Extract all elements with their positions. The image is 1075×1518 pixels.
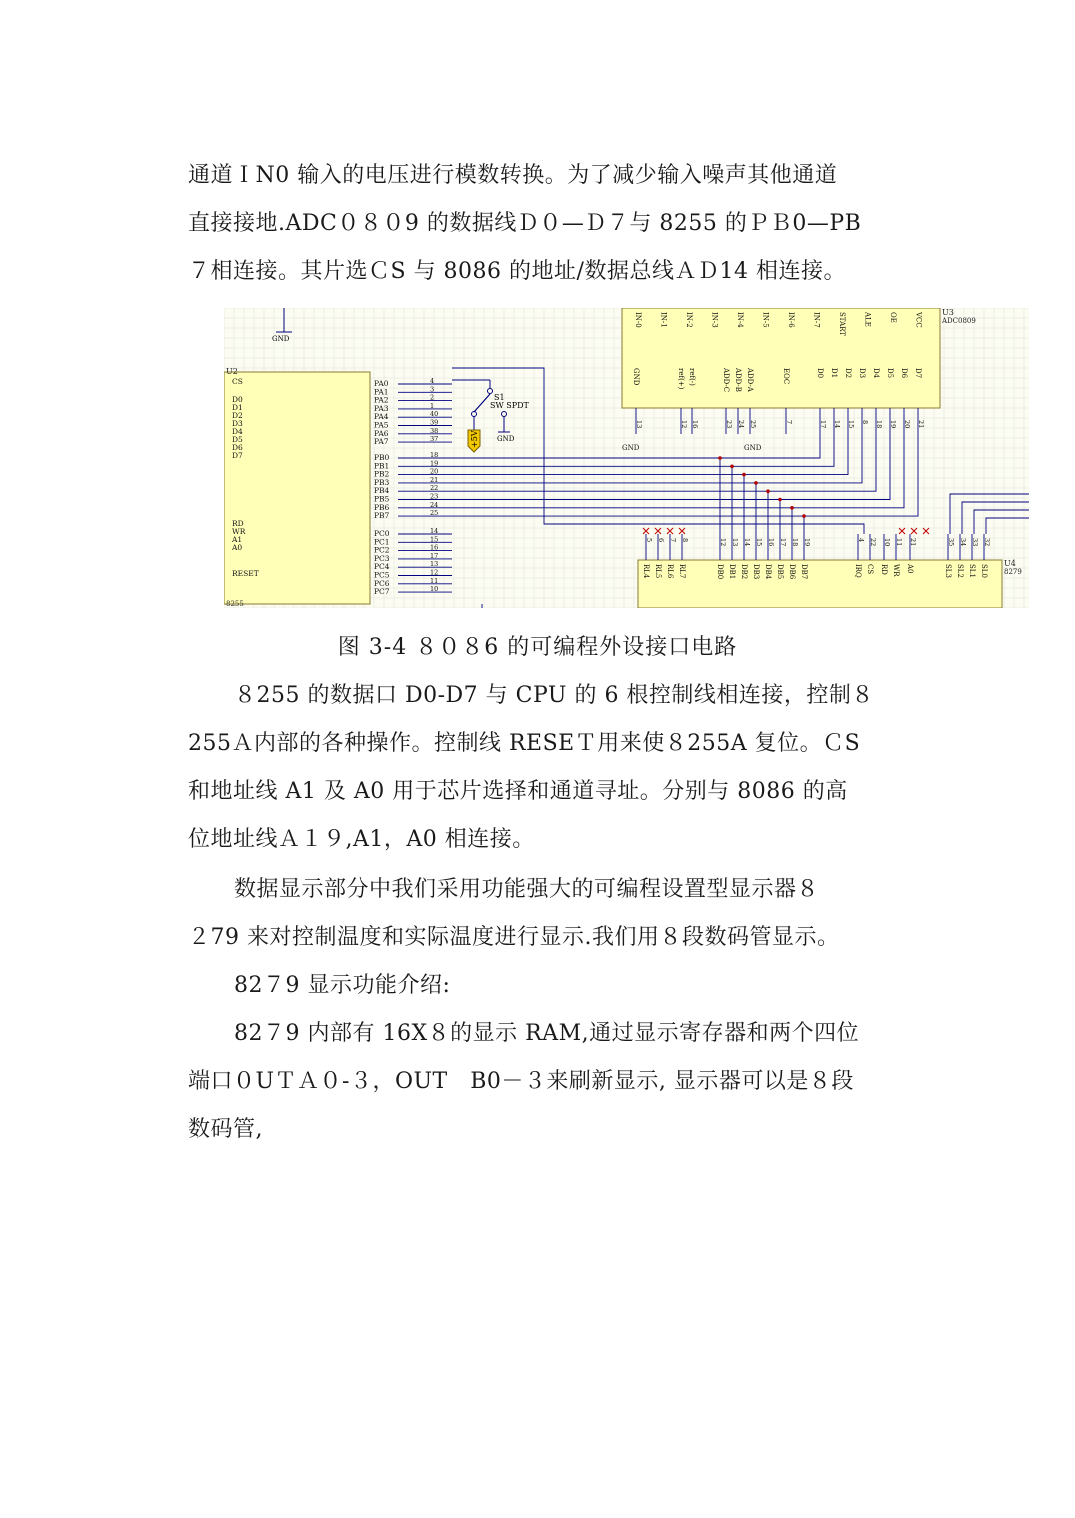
switch-type: SW SPDT: [490, 401, 529, 410]
junction-dot: [718, 456, 722, 460]
text-line: 直接接地.ADC０８０9 的数据线Ｄ０—Ｄ７与 8255 的ＰＢ0—PB: [188, 211, 862, 236]
text-line: 端口０UＴＡ０-３，OUT B0－３来刷新显示, 显示器可以是８段: [188, 1069, 854, 1094]
u2-pin-label: PC4: [374, 562, 390, 572]
pin-number: 13: [635, 420, 643, 429]
u3-pin-label: IN-1: [659, 312, 668, 328]
u2-ref: U2: [226, 367, 238, 376]
u4-pin-label: DB6: [788, 564, 796, 580]
gnd-label: GND: [744, 444, 762, 452]
pin-number: 37: [430, 435, 439, 444]
circuit-schematic: [224, 308, 1029, 608]
u2-pin-label: D6: [232, 443, 243, 452]
pin-number: 4: [857, 538, 865, 543]
text-line: 数码管,: [188, 1117, 263, 1142]
u3-pin-label: ADD-C: [722, 368, 730, 393]
u4-pin-label: SL1: [968, 564, 976, 578]
u2-pin-label: PA1: [374, 387, 389, 397]
u4-pin-label: SL3: [944, 564, 952, 578]
u2-pin-label: D3: [232, 419, 243, 428]
pin-number: 24: [430, 500, 439, 509]
pin-number: 7: [785, 420, 793, 425]
u2-pin-label: D4: [232, 427, 243, 436]
u3-pin-label: OE: [889, 312, 897, 323]
u3-pin-label: ALE: [863, 312, 872, 327]
junction-dot: [742, 473, 746, 477]
pin-number: 14: [833, 420, 841, 429]
pin-number: 8: [861, 420, 869, 425]
gnd-label: GND: [622, 444, 640, 452]
u2-pin-label: PC2: [374, 545, 390, 555]
pin-number: 10: [883, 538, 891, 547]
u2-part: 8255: [226, 600, 244, 608]
pin-number: 11: [430, 576, 439, 585]
pin-number: 23: [725, 420, 733, 429]
pin-number: 13: [731, 538, 739, 547]
u3-pin-label: D3: [858, 368, 866, 379]
pin-number: 16: [430, 543, 439, 552]
pin-number: 22: [430, 484, 439, 493]
pin-number: 15: [847, 420, 855, 429]
u4-pin-label: RL7: [678, 564, 686, 579]
u4-part: 8279: [1004, 568, 1022, 576]
pin-number: 19: [430, 459, 439, 468]
u2-pin-label: PC3: [374, 553, 390, 563]
u3-pin-label: GND: [632, 368, 640, 386]
u3-pin-label: IN-0: [634, 312, 642, 328]
pin-number: 40: [430, 410, 439, 419]
pin-number: 12: [430, 568, 439, 577]
u3-pin-label: D5: [886, 368, 894, 379]
u3-pin-label: IN-3: [710, 312, 719, 328]
u2-pin-label: D7: [232, 451, 243, 460]
gnd-label-top: GND: [272, 335, 290, 343]
pin-number: 8: [681, 538, 689, 543]
pin-number: 17: [819, 420, 827, 429]
u4-pin-label: SL0: [980, 564, 988, 578]
u3-pin-label: D1: [830, 368, 838, 379]
u4-pin-label: WR: [892, 564, 900, 577]
pin-number: 15: [755, 538, 763, 547]
pin-number: 12: [719, 538, 727, 547]
text-line: 255Ａ内部的各种操作。控制线 RESEＴ用来使８255A 复位。ＣS: [188, 731, 861, 756]
pin-number: 11: [895, 538, 903, 547]
u2-pin-label: PB6: [374, 502, 390, 512]
u3-pin-label: IN-2: [685, 312, 693, 328]
pin-number: 20: [903, 420, 911, 429]
pin-number: 12: [680, 420, 688, 429]
u3-pin-label: D7: [914, 368, 922, 379]
pin-number: 21: [430, 475, 439, 484]
u2-pin-label: PA2: [374, 395, 389, 405]
pin-number: 35: [947, 538, 955, 547]
junction-dot: [730, 465, 734, 469]
pin-number: 6: [657, 538, 665, 543]
text-line: 82７9 内部有 16X８的显示 RAM,通过显示寄存器和两个四位: [234, 1021, 860, 1046]
text-line: 数据显示部分中我们采用功能强大的可编程设置型显示器８: [234, 877, 820, 902]
pin-number: 17: [430, 551, 439, 560]
u4-pin-label: A0: [906, 564, 914, 574]
u2-pin-label: CS: [232, 377, 243, 386]
u3-pin-label: D4: [872, 368, 880, 379]
junction-dot: [778, 498, 782, 502]
pin-number: 14: [743, 538, 751, 547]
gnd-label-switch: GND: [497, 435, 515, 443]
pin-number: 5: [645, 538, 653, 543]
u2-pin-label: PA6: [374, 428, 389, 438]
junction-dot: [790, 506, 794, 510]
u3-ref: U3: [942, 308, 954, 317]
u2-pin-label: PB0: [374, 453, 390, 462]
u3-pin-label: IN-5: [761, 312, 770, 328]
u4-pin-label: RL6: [666, 564, 674, 579]
u2-pin-label: PA4: [374, 412, 389, 422]
u3-pin-label: D2: [844, 368, 852, 379]
u3-pin-label: D6: [900, 368, 908, 379]
u4-pin-label: DB1: [728, 564, 736, 580]
u2-pin-label: PA7: [374, 437, 389, 447]
pin-number: 3: [430, 385, 435, 394]
u2-pin-label: PC6: [374, 578, 390, 588]
u4-pin-label: RD: [880, 564, 888, 575]
u3-pin-label: ADD-B: [734, 368, 742, 392]
text-line: 和地址线 A1 及 A0 用于芯片选择和通道寻址。分别与 8086 的高: [188, 779, 848, 804]
pin-number: 25: [749, 420, 757, 429]
text-line: 82７9 显示功能介绍:: [234, 973, 451, 998]
u2-pin-label: PC0: [374, 529, 390, 538]
pin-number: 18: [791, 538, 799, 547]
u3-pin-label: START: [838, 312, 846, 336]
intro-paragraph: [188, 152, 888, 296]
pin-number: 18: [430, 451, 439, 459]
paragraph-display: [188, 866, 888, 962]
pin-number: 22: [869, 538, 877, 547]
pin-number: 19: [803, 538, 811, 547]
u2-pin-label: PA0: [374, 379, 389, 388]
paragraph-8279-detail: [188, 1010, 888, 1154]
u3-pin-label: IN-7: [812, 312, 821, 328]
pin-number: 13: [430, 560, 439, 569]
u2-pin-label: D1: [232, 403, 243, 412]
pin-number: 23: [430, 492, 439, 501]
pin-number: 7: [669, 538, 677, 543]
junction-dot: [754, 481, 758, 485]
pin-number: 21: [917, 420, 925, 429]
pin-number: 15: [430, 535, 439, 544]
u2-pin-label: PB4: [374, 486, 390, 496]
u3-pin-label: IN-4: [736, 312, 744, 328]
paragraph-8279-heading: [188, 962, 888, 1010]
pin-number: 39: [430, 418, 439, 427]
pin-number: 1: [430, 401, 435, 410]
u4-pin-label: RL5: [654, 564, 662, 579]
text-line: ７相连接。其片选ＣS 与 8086 的地址/数据总线ＡＤ14 相连接。: [188, 259, 846, 284]
u2-pin-label: D5: [232, 435, 243, 444]
u3-pin-label: IN-6: [787, 312, 795, 328]
u2-pin-label: RD: [232, 519, 244, 528]
pin-number: 16: [767, 538, 775, 547]
switch-ref: S1: [494, 393, 505, 402]
u4-pin-label: IRQ: [854, 564, 862, 578]
u4-pin-label: DB3: [752, 564, 760, 580]
u2-pin-label: PA3: [374, 403, 389, 413]
u4-pin-label: DB0: [716, 564, 724, 580]
u3-pin-label: ref(+): [677, 368, 685, 390]
pin-number: 17: [779, 538, 787, 547]
pin-number: 4: [430, 377, 435, 385]
u4-pin-label: DB4: [764, 564, 772, 580]
u2-pin-label: PC5: [374, 570, 390, 580]
u3-pin-label: ADD-A: [746, 368, 754, 392]
pin-number: 32: [983, 538, 991, 547]
paragraph-8255: [188, 672, 888, 864]
pin-number: 10: [430, 585, 439, 594]
text-line: 通道ＩN0 输入的电压进行模数转换。为了减少输入噪声其他通道: [188, 163, 838, 188]
u4-pin-label: CS: [866, 564, 874, 575]
junction-dot: [766, 489, 770, 493]
u2-pin-label: PB7: [374, 511, 390, 521]
u3-pin-label: VCC: [914, 312, 923, 328]
u4-ref: U4: [1004, 559, 1016, 568]
text-line: ８255 的数据口 D0-D7 与 CPU 的 6 根控制线相连接，控制８: [234, 683, 874, 708]
u4-pin-label: SL2: [956, 564, 964, 578]
figure-caption: 图 3-4 ８０８6 的可编程外设接口电路: [337, 635, 738, 660]
junction-dot: [802, 514, 806, 518]
pin-number: 2: [430, 393, 435, 402]
text-line: 位地址线Ａ１９,A1，A0 相连接。: [188, 827, 535, 852]
u2-pin-label: RESET: [232, 569, 259, 578]
u4-pin-label: RL4: [642, 564, 650, 579]
u2-pin-label: D0: [232, 395, 243, 404]
u3-pin-label: EOC: [782, 368, 790, 385]
u2-pin-label: A0: [232, 543, 243, 552]
pin-number: 34: [959, 538, 967, 547]
u2-pin-label: PC1: [374, 537, 390, 547]
u3-pin-label: D0: [816, 368, 824, 379]
vcc-label: +5V: [470, 430, 479, 448]
u4-pin-label: DB7: [800, 564, 808, 580]
pin-number: 20: [430, 467, 439, 476]
pin-number: 14: [430, 527, 439, 535]
u2-pin-label: PB2: [374, 469, 390, 479]
u2-pin-label: PA5: [374, 420, 389, 430]
pin-number: 18: [875, 420, 883, 429]
u2-pin-label: WR: [232, 527, 246, 536]
u4-pin-label: DB5: [776, 564, 784, 580]
u2-pin-label: PC7: [374, 587, 390, 597]
pin-number: 25: [430, 509, 439, 518]
u2-pin-label: A1: [232, 535, 243, 544]
pin-number: 33: [971, 538, 979, 547]
pin-number: 21: [909, 538, 917, 547]
u2-pin-label: PB3: [374, 477, 390, 487]
pin-number: 16: [691, 420, 699, 429]
text-line: ２79 来对控制温度和实际温度进行显示.我们用８段数码管显示。: [188, 925, 840, 950]
pin-number: 38: [430, 426, 439, 435]
pin-number: 24: [737, 420, 745, 429]
u4-pin-label: DB2: [740, 564, 748, 580]
u3-part: ADC0809: [942, 317, 976, 325]
u3-pin-label: ref(-): [688, 368, 696, 386]
u2-pin-label: PB1: [374, 461, 390, 471]
u2-pin-label: D2: [232, 411, 243, 420]
pin-number: 19: [889, 420, 897, 429]
u2-pin-label: PB5: [374, 494, 390, 504]
